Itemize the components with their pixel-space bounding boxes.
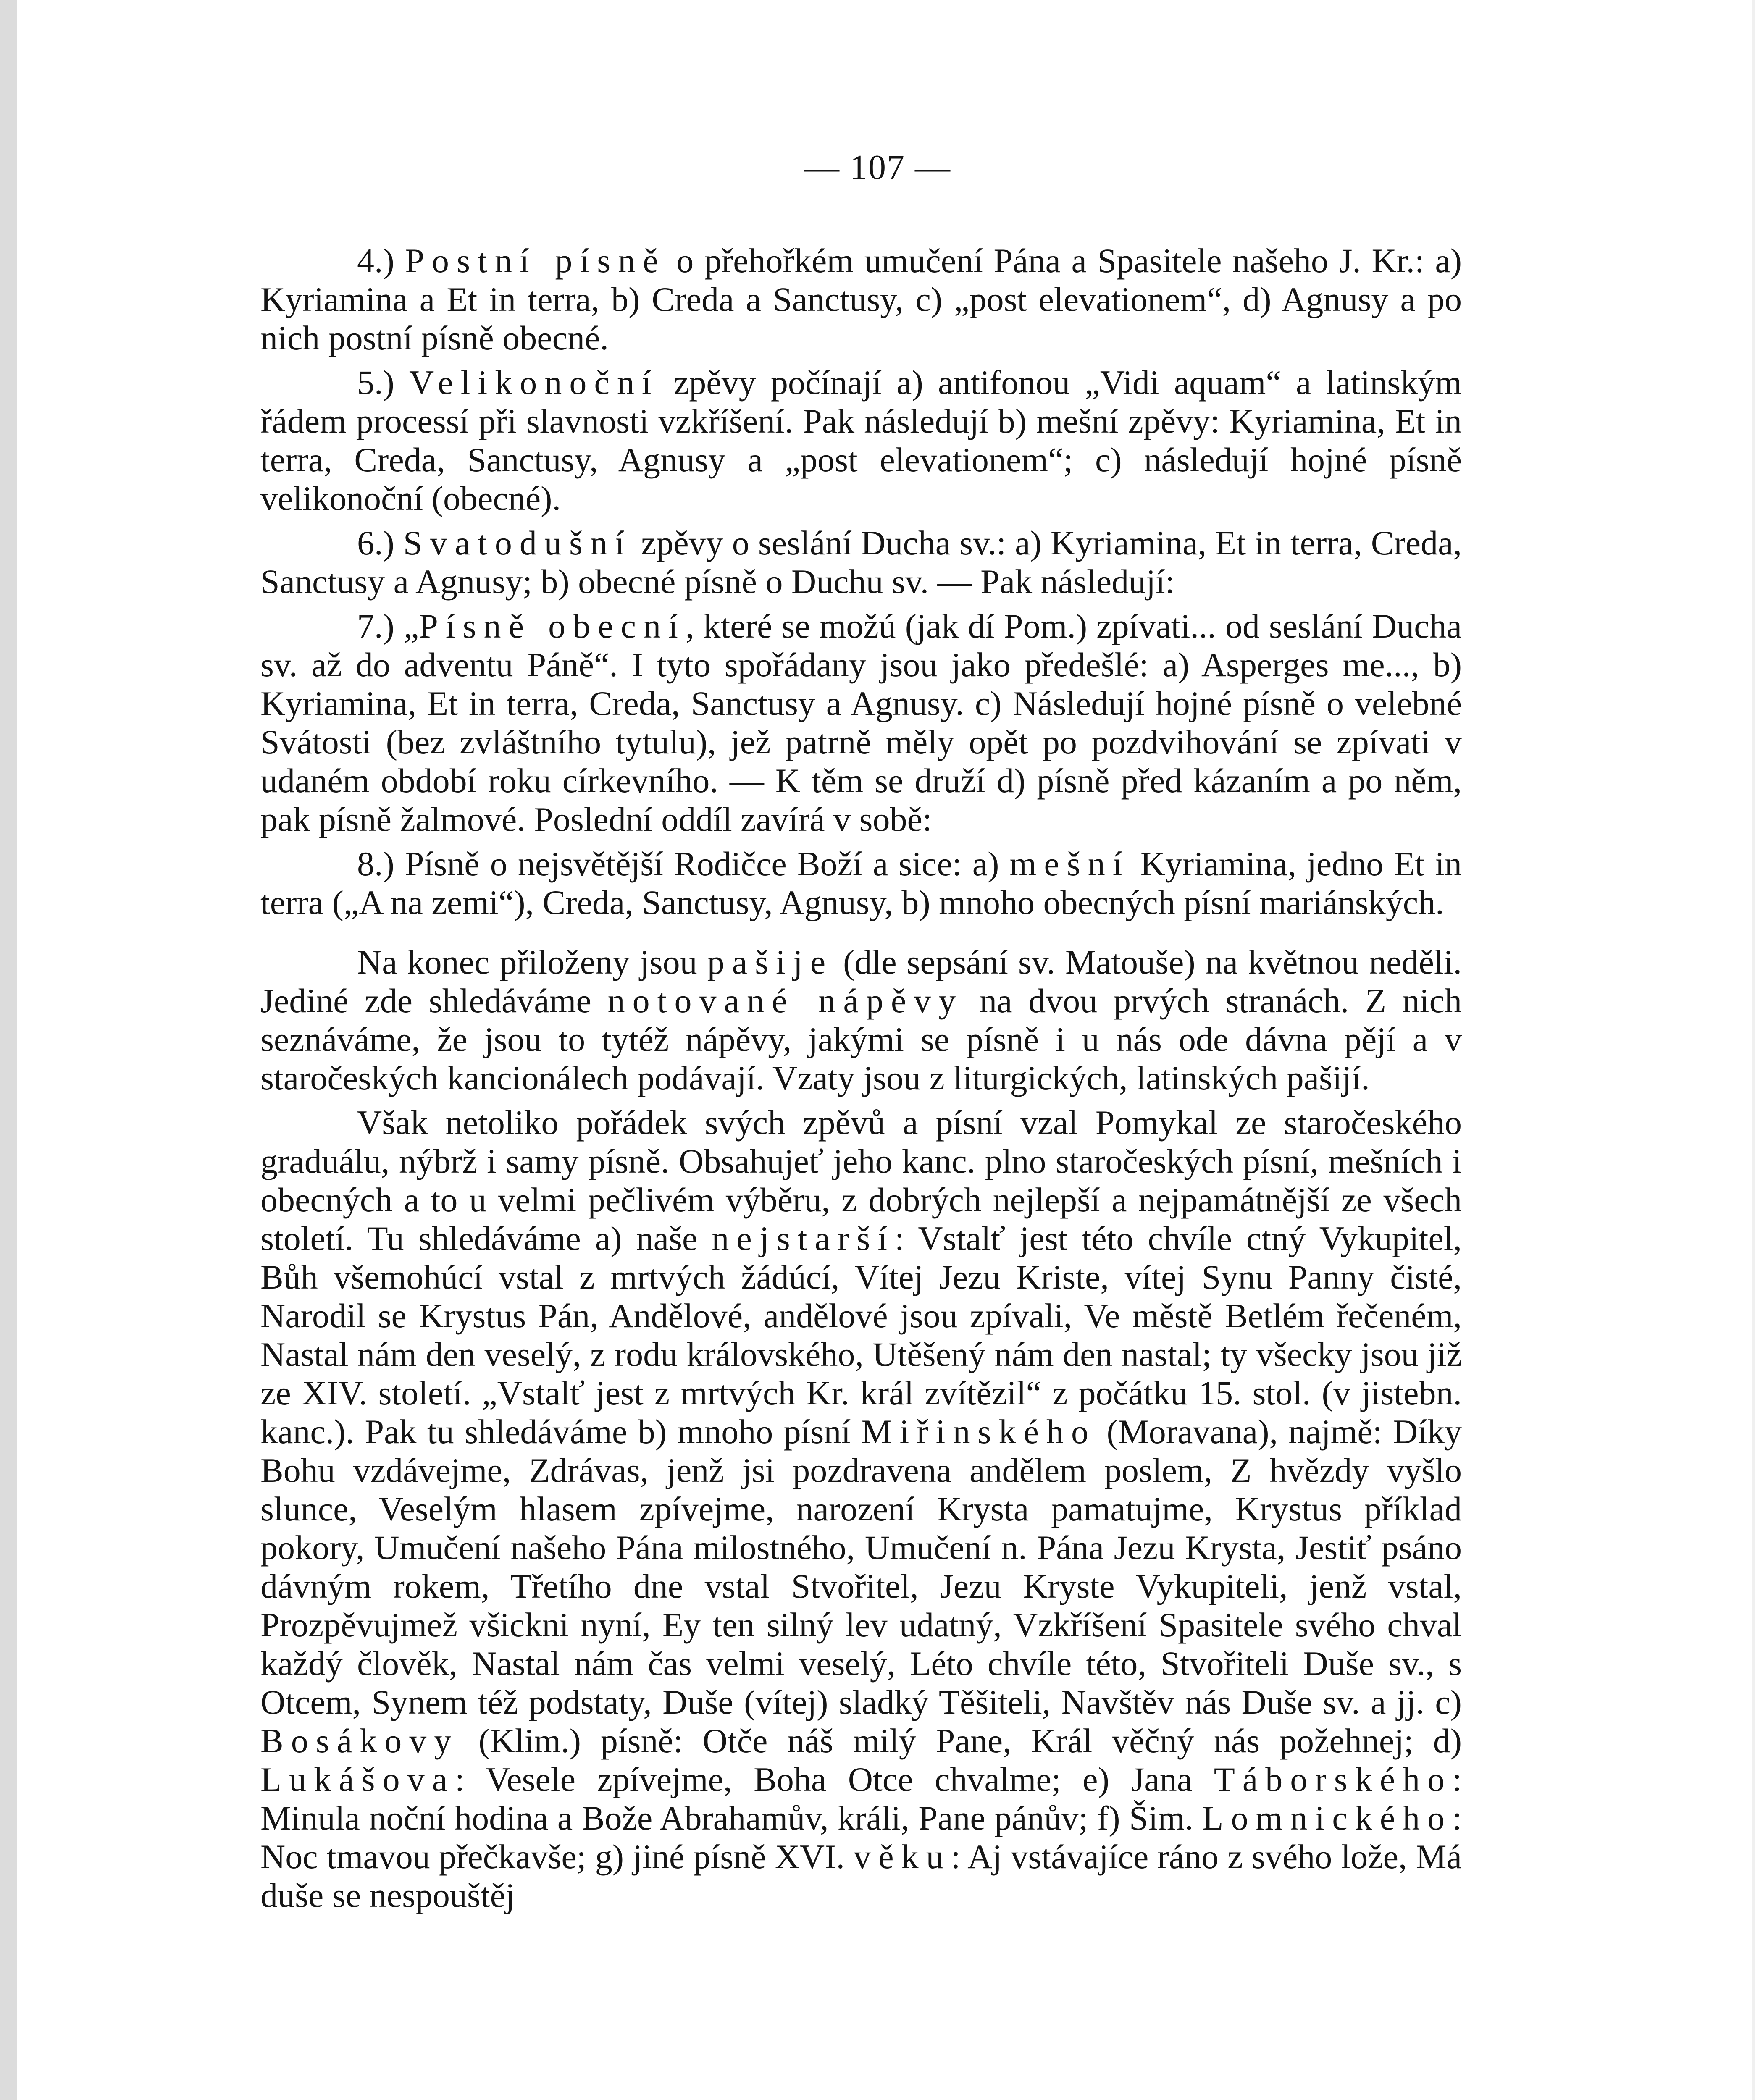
paragraph-svatodusni <box>260 524 1462 601</box>
paragraph-marianske <box>260 845 1462 922</box>
spaced-term: Lukášova <box>260 1760 455 1798</box>
list-number: 8.) <box>357 845 394 883</box>
spaced-term: notované nápěvy <box>607 982 964 1020</box>
open-quote: „ <box>403 607 419 645</box>
paragraph-text: zpěvy počínají a) antifonou „Vidi aquam“ a latinským řádem processí při slavnosti vzkříšení. Pak následují b) mešní zpěvy: Kyriamina, Et in terra, Creda, Sanctusy, Agnusy a „post elevationem“; c) následují hojné písně velikonoční (obecné). <box>260 363 1462 517</box>
list-number: 5.) <box>357 363 394 402</box>
spaced-term: Miřinského <box>861 1412 1096 1451</box>
spaced-term: Bosákovy <box>260 1722 459 1760</box>
list-number: 4.) <box>357 242 394 280</box>
paragraph-text: (dle sepsání sv. Matouše) na květnou neděli. Jediné zde shledáváme <box>260 943 1462 1020</box>
spaced-heading: Svatodušní <box>403 524 632 562</box>
paragraph-text: Však netoliko pořádek svých zpěvů a písní vzal Pomykal ze staročeského graduálu, nýbrž i samy písně. Obsahujeť jeho kanc. plno staročeských písní, mešních i obecných a to u velmi pečlivém výběru, z dobrých nejlepší a nejpamátnější ze všech století. Tu shledáváme a) naše <box>260 1103 1462 1257</box>
spaced-heading: Velikonoční <box>409 363 659 402</box>
spaced-term: Táborského <box>1214 1760 1453 1798</box>
paragraph-text: zpěvy o seslání Ducha sv.: a) Kyriamina, Et in terra, Creda, Sanctusy a Agnusy; b) obecné písně o Duchu sv. — Pak následují: <box>260 524 1462 601</box>
paragraph-text: : Minula noční hodina a Bože Abrahamův, králi, Pane pánův; f) Šim. <box>260 1760 1462 1837</box>
paragraph-text: Na konec přiloženy jsou <box>357 943 697 981</box>
paragraph-text: Kyriamina, jedno Et in terra („A na zemi“), Creda, Sanctusy, Agnusy, b) mnoho obecných písní mariánských. <box>260 845 1462 921</box>
paragraph-text: Písně o nejsvětější Rodičce Boží a sice: a) <box>405 845 999 883</box>
page-body <box>260 242 1462 1921</box>
paragraph-pisne-obecni <box>260 607 1462 839</box>
list-number: 7.) <box>357 607 394 645</box>
paragraph-text: : Noc tmavou přečkavše; g) jiné písně XVI. <box>260 1799 1462 1876</box>
paragraph-velikonocni <box>260 363 1462 518</box>
page-number: — 107 — <box>804 148 951 187</box>
paragraph-text: o přehořkém umučení Pána a Spasitele našeho J. Kr.: a) Kyriamina a Et in terra, b) Creda a Sanctusy, c) „post elevationem“, d) Agnusy a po nich postní písně obecné. <box>260 242 1462 357</box>
spaced-heading: Postní písně <box>405 242 666 280</box>
paragraph-text: : Vstalť jest této chvíle ctný Vykupitel, Bůh všemohúcí vstal z mrtvých žádúcí, Vítej Jezu Kriste, vítej Synu Panny čisté, Narodil se Krystus Pán, Andělové, andělové jsou zpívali, Ve městě Betlém řečeném, Nastal nám den veselý, z rodu královského, Utěšený nám den nastal; ty všecky jsou již ze XIV. století. „Vstalť jest z mrtvých Kr. král zvítězil“ z počátku 15. stol. (v jistebn. kanc.). Pak tu shledáváme b) mnoho písní <box>260 1219 1462 1451</box>
paragraph-text: : Vesele zpívejme, Boha Otce chvalme; e) Jana <box>455 1760 1193 1798</box>
paragraph-text: (Moravana), najmě: Díky Bohu vzdávejme, Zdrávas, jenž jsi pozdravena andělem poslem, Z hvězdy vyšlo slunce, Veselým hlasem zpívejme, narození Krysta pamatujme, Krystus příklad pokory, Umučení našeho Pána milostného, Umučení n. Pána Jezu Krysta, Jestiť psáno dávným rokem, Třetího dne vstal Stvořitel, Jezu Kryste Vykupiteli, jenž vstal, Prozpěvujmež všickni nyní, Ey ten silný lev udatný, Vzkříšení Spasitele svého chval každý člověk, Nastal nám čas velmi veselý, Léto chvíle této, Stvořiteli Duše sv., s Otcem, Synem též podstaty, Duše (vítej) sladký Těšiteli, Navštěv nás Duše sv. a jj. c) <box>260 1412 1462 1721</box>
spaced-heading: mešní <box>1009 845 1130 883</box>
paragraph-pomykal <box>260 1103 1462 1915</box>
paragraph-text: : Aj vstávajíce ráno z svého lože, Má duše se nespouštěj <box>260 1838 1462 1914</box>
paragraph-pasije <box>260 943 1462 1097</box>
scan-edge-right <box>1752 0 1755 2100</box>
paragraph-text: , které se možú (jak dí Pom.) zpívati... od seslání Ducha sv. až do adventu Páně“. I tyto spořádany jsou jako předešlé: a) Asperges me..., b) Kyriamina, Et in terra, Creda, Sanctusy a Agnusy. c) Následují hojné písně o velebné Svátosti (bez zvláštního tytulu), jež patrně měly opět po pozdvihování se zpívati v udaném období roku církevního. — K těm se druží d) písně před kázaním a po něm, pak písně žalmové. Poslední oddíl zavírá v sobě: <box>260 607 1462 838</box>
paragraph-text: (Klim.) písně: Otče náš milý Pane, Král věčný nás požehnej; d) <box>478 1722 1462 1760</box>
list-number: 6.) <box>357 524 394 562</box>
spaced-heading: Písně obecní <box>419 607 686 645</box>
spaced-term: věku <box>854 1838 951 1876</box>
paragraph-postni-pisne <box>260 242 1462 357</box>
paragraph-text: na dvou prvých stranách. Z nich seznáváme, že jsou to tytéž nápěvy, jakými se písně i u nás ode dávna pějí a v staročeských kancionálech podávají. Vzaty jsou z liturgických, latinských pašijí. <box>260 982 1462 1097</box>
spaced-term: pašije <box>707 943 833 981</box>
spaced-term: nejstarší <box>712 1219 895 1257</box>
spaced-term: Lomnického <box>1202 1799 1453 1837</box>
scan-edge-left <box>0 0 17 2100</box>
